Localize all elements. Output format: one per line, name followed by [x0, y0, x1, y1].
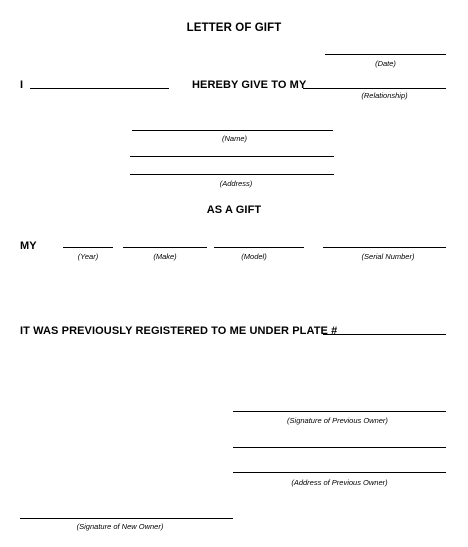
registered-plate-text: IT WAS PREVIOUSLY REGISTERED TO ME UNDER PLATE #: [20, 325, 338, 337]
new-owner-signature-line[interactable]: [20, 518, 233, 519]
recipient-address-line-1[interactable]: [130, 156, 334, 157]
new-owner-signature-caption: (Signature of New Owner): [76, 522, 164, 531]
prev-owner-address-caption: (Address of Previous Owner): [291, 478, 388, 487]
address-caption: (Address): [219, 179, 253, 188]
serial-number-caption: (Serial Number): [361, 252, 415, 261]
date-line[interactable]: [325, 54, 446, 55]
prev-owner-address-line-2[interactable]: [233, 472, 446, 473]
giver-name-line[interactable]: [30, 88, 169, 89]
my-label: MY: [20, 240, 37, 252]
recipient-address-line-2[interactable]: [130, 174, 334, 175]
hereby-give-text: HEREBY GIVE TO MY: [192, 79, 307, 91]
prev-owner-signature-caption: (Signature of Previous Owner): [287, 416, 388, 425]
relationship-caption: (Relationship): [361, 91, 408, 100]
name-caption: (Name): [221, 134, 247, 143]
date-caption: (Date): [375, 59, 396, 68]
year-line[interactable]: [63, 247, 113, 248]
i-label: I: [20, 79, 24, 91]
model-caption: (Model): [241, 252, 267, 261]
prev-owner-address-line-1[interactable]: [233, 447, 446, 448]
document-title: LETTER OF GIFT: [186, 22, 282, 34]
make-line[interactable]: [123, 247, 207, 248]
as-a-gift-text: AS A GIFT: [206, 204, 262, 216]
serial-number-line[interactable]: [323, 247, 446, 248]
year-caption: (Year): [77, 252, 99, 261]
make-caption: (Make): [153, 252, 177, 261]
relationship-line[interactable]: [303, 88, 446, 89]
recipient-name-line[interactable]: [132, 130, 333, 131]
model-line[interactable]: [214, 247, 304, 248]
plate-number-line[interactable]: [323, 334, 446, 335]
prev-owner-signature-line[interactable]: [233, 411, 446, 412]
